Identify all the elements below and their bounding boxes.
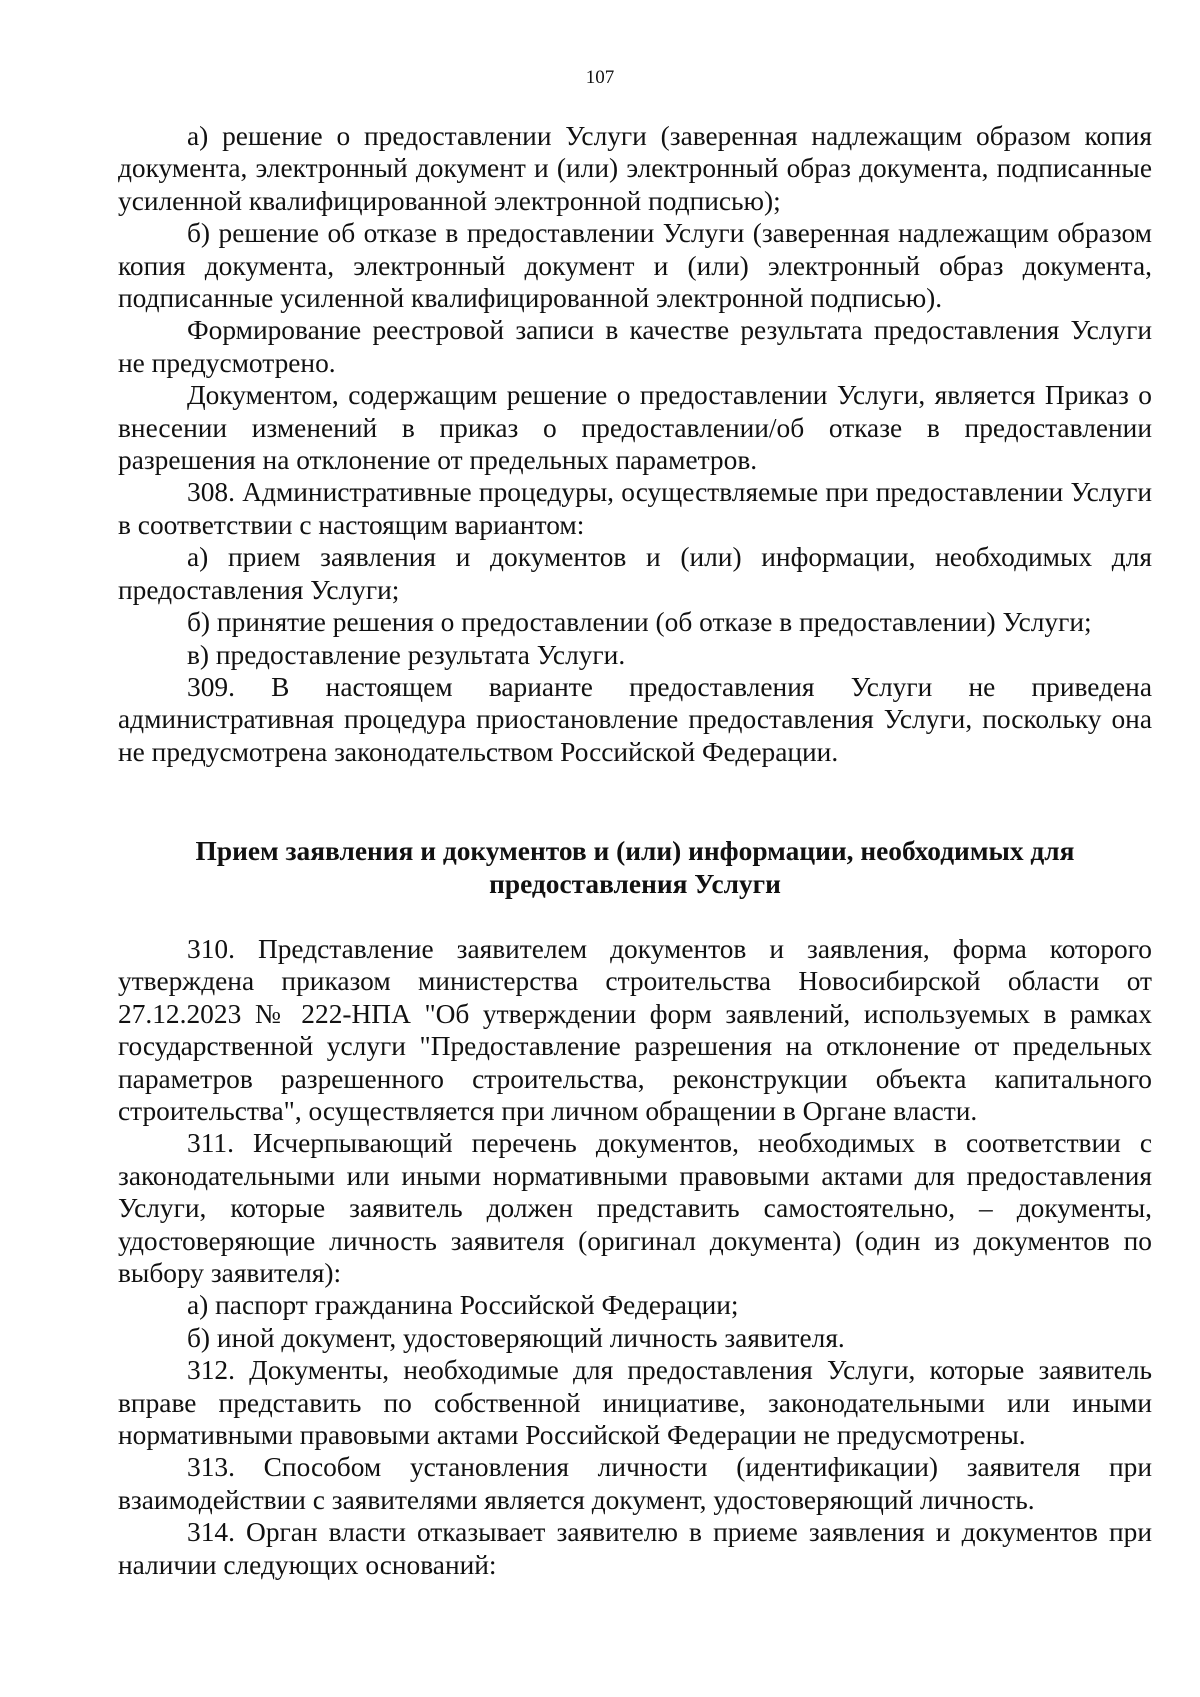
- paragraph-result-b: б) решение об отказе в предоставлении Услуги (заверенная надлежащим образом копия документа, электронный документ и (или) электронный образ документа, подписанные усиленной квалифицированной электронной подписью).: [118, 218, 1152, 314]
- paragraph-309: 309. В настоящем варианте предоставления Услуги не приведена административная процедура приостановление предоставления Услуги, поскольку она не предусмотрена законодательством Российской Федерации.: [118, 671, 1152, 767]
- paragraph-result-a: а) решение о предоставлении Услуги (заверенная надлежащим образом копия документа, электронный документ и (или) электронный образ документа, подписанные усиленной квалифицированной электронной подписью);: [118, 121, 1152, 216]
- document-body: [118, 120, 1152, 1581]
- section-heading-line-2: предоставления Услуги: [489, 868, 781, 899]
- paragraph-311-a: а) паспорт гражданина Российской Федерации;: [187, 1290, 739, 1321]
- paragraph-308-a: а) прием заявления и документов и (или) информации, необходимых для предоставления Услуги;: [118, 542, 1152, 605]
- paragraph-313: 313. Способом установления личности (идентификации) заявителя при взаимодействии с заявителями является документ, удостоверяющий личность.: [118, 1452, 1152, 1515]
- paragraph-registry: Формирование реестровой записи в качестве результата предоставления Услуги не предусмотрено.: [118, 315, 1152, 378]
- paragraph-310: 310. Представление заявителем документов и заявления, форма которого утверждена приказом министерства строительства Новосибирской области от 27.12.2023 № 222-НПА "Об утверждении форм заявлений, используемых в рамках государственной услуги "Предоставление разрешения на отклонение от предельных параметров разрешенного строительства, реконструкции объекта капитального строительства", осуществляется при личном обращении в Органе власти.: [118, 933, 1152, 1126]
- paragraph-311-b: б) иной документ, удостоверяющий личность заявителя.: [187, 1322, 845, 1353]
- page-number: 107: [585, 67, 615, 88]
- paragraph-312: 312. Документы, необходимые для предоставления Услуги, которые заявитель вправе представить по собственной инициативе, законодательными или иными нормативными правовыми актами Российской Федерации не предусмотрены.: [118, 1355, 1152, 1451]
- paragraph-decision-document: Документом, содержащим решение о предоставлении Услуги, является Приказ о внесении изменений в приказ о предоставлении/об отказе в предоставлении разрешения на отклонение от предельных параметров.: [118, 380, 1152, 476]
- paragraph-314: 314. Орган власти отказывает заявителю в приеме заявления и документов при наличии следующих оснований:: [118, 1517, 1152, 1580]
- paragraph-308-b: б) принятие решения о предоставлении (об отказе в предоставлении) Услуги;: [187, 607, 1092, 638]
- section-heading-line-1: Прием заявления и документов и (или) информации, необходимых для: [195, 836, 1075, 867]
- paragraph-311: 311. Исчерпывающий перечень документов, необходимых в соответствии с законодательными или иными нормативными правовыми актами для предоставления Услуги, которые заявитель должен представить самостоятельно, – документы, удостоверяющие личность заявителя (оригинал документа) (один из документов по выбору заявителя):: [118, 1128, 1152, 1288]
- paragraph-308-c: в) предоставление результата Услуги.: [187, 639, 626, 670]
- section-heading: [118, 835, 1152, 900]
- paragraph-308: 308. Административные процедуры, осуществляемые при предоставлении Услуги в соответствии с настоящим вариантом:: [118, 477, 1152, 540]
